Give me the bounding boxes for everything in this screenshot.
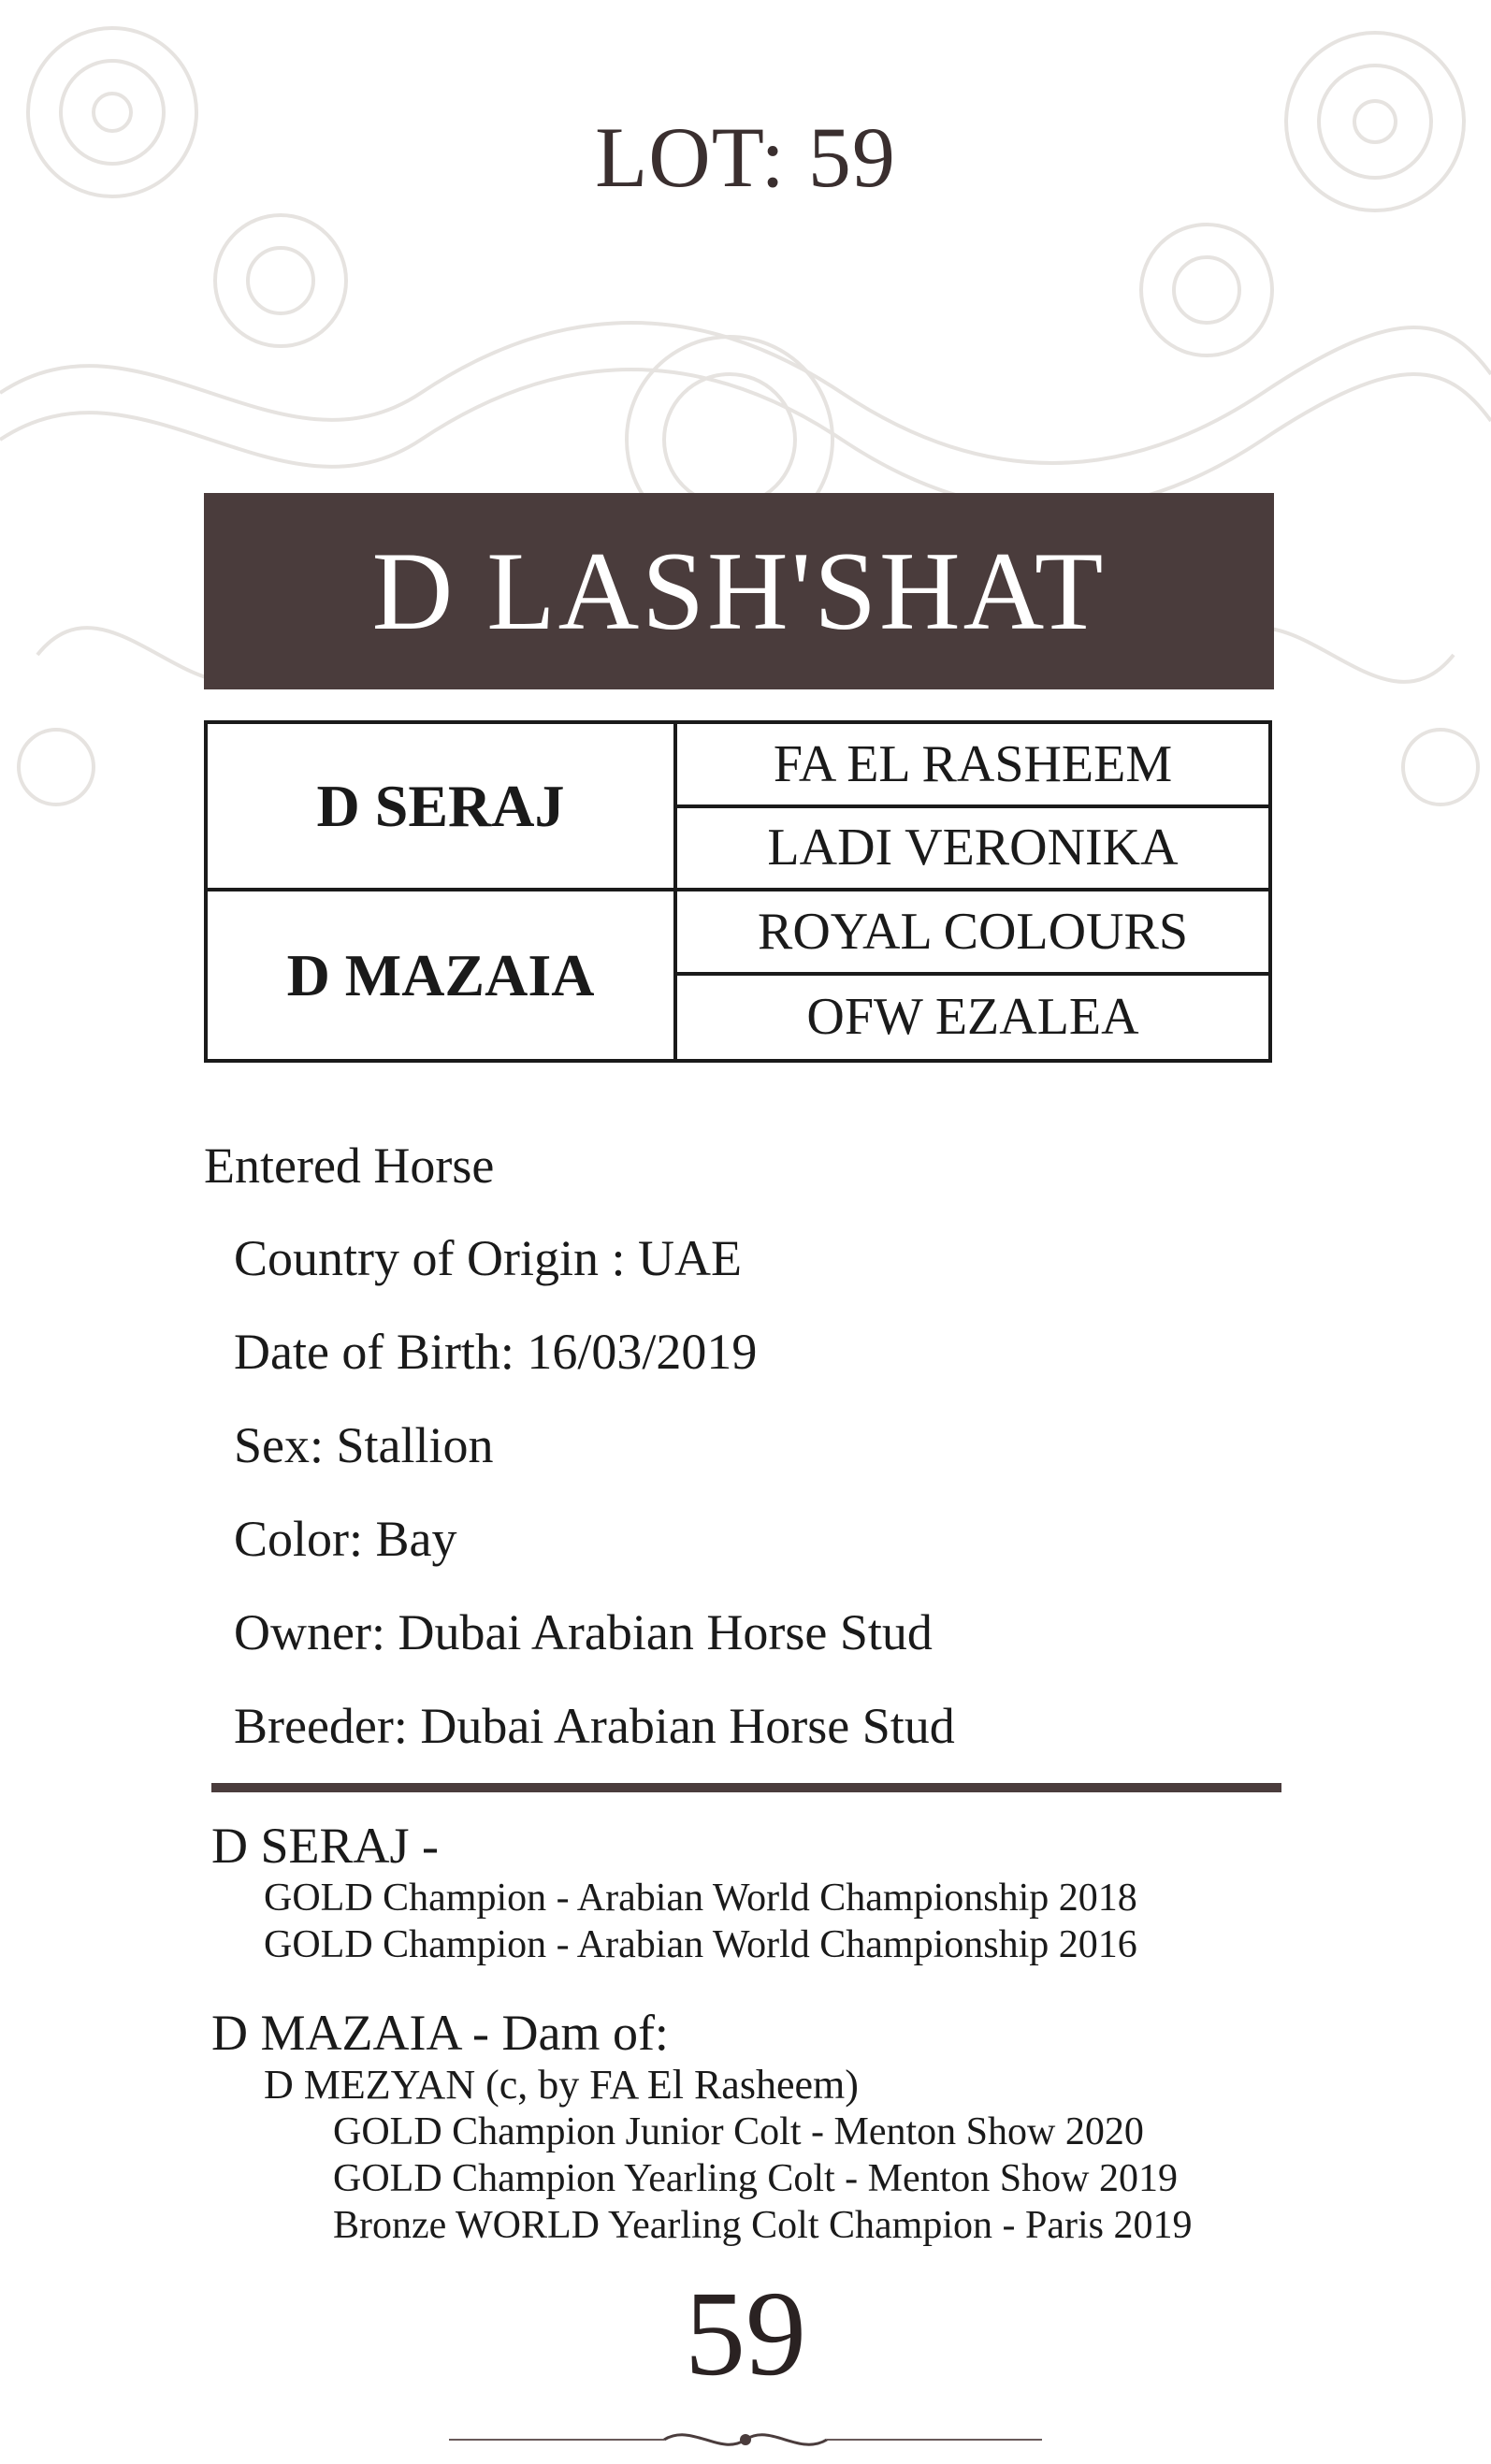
achievement-line: GOLD Champion Yearling Colt - Menton Show 2019 [333,2157,1178,2200]
pedigree-dam: D MAZAIA [286,941,595,1008]
offspring-name: D MEZYAN (c, by FA El Rasheem) [264,2062,859,2108]
pedigree-grandparents [677,724,1268,1059]
pedigree-dam-sire: ROYAL COLOURS [677,891,1268,976]
page-number: 59 [685,2267,806,2401]
detail-owner: Owner: Dubai Arabian Horse Stud [234,1604,933,1660]
entered-label: Entered Horse [204,1138,495,1194]
dam-achievements-heading: D MAZAIA - Dam of: [211,2005,669,2061]
ornament-flourish-icon [449,2423,1042,2457]
pedigree-table [204,720,1272,1063]
detail-color: Color: Bay [234,1511,457,1567]
pedigree-sire-sire: FA EL RASHEEM [677,724,1268,808]
achievement-line: Bronze WORLD Yearling Colt Champion - Paris 2019 [333,2204,1193,2247]
pedigree-dam-dam: OFW EZALEA [806,988,1139,1047]
achievement-line: GOLD Champion - Arabian World Championship 2016 [264,1923,1137,1966]
pedigree-parents [208,724,677,1059]
section-divider [211,1783,1281,1792]
achievement-line: GOLD Champion - Arabian World Championship 2018 [264,1877,1137,1920]
achievement-line: GOLD Champion Junior Colt - Menton Show 2020 [333,2110,1144,2153]
pedigree-sire-dam: LADI VERONIKA [677,808,1268,892]
sire-achievements-heading: D SERAJ - [211,1818,440,1874]
lot-title: LOT: 59 [595,109,896,205]
detail-country: Country of Origin : UAE [234,1230,742,1286]
detail-breeder: Breeder: Dubai Arabian Horse Stud [234,1698,955,1754]
dam-achievements [211,2004,1193,2249]
detail-birth-date: Date of Birth: 16/03/2019 [234,1324,758,1380]
sire-achievements [211,1817,1137,1968]
detail-sex: Sex: Stallion [234,1417,494,1473]
horse-details [204,1137,955,1790]
pedigree-sire: D SERAJ [208,724,673,891]
horse-name-banner: D LASH'SHAT [204,493,1274,689]
